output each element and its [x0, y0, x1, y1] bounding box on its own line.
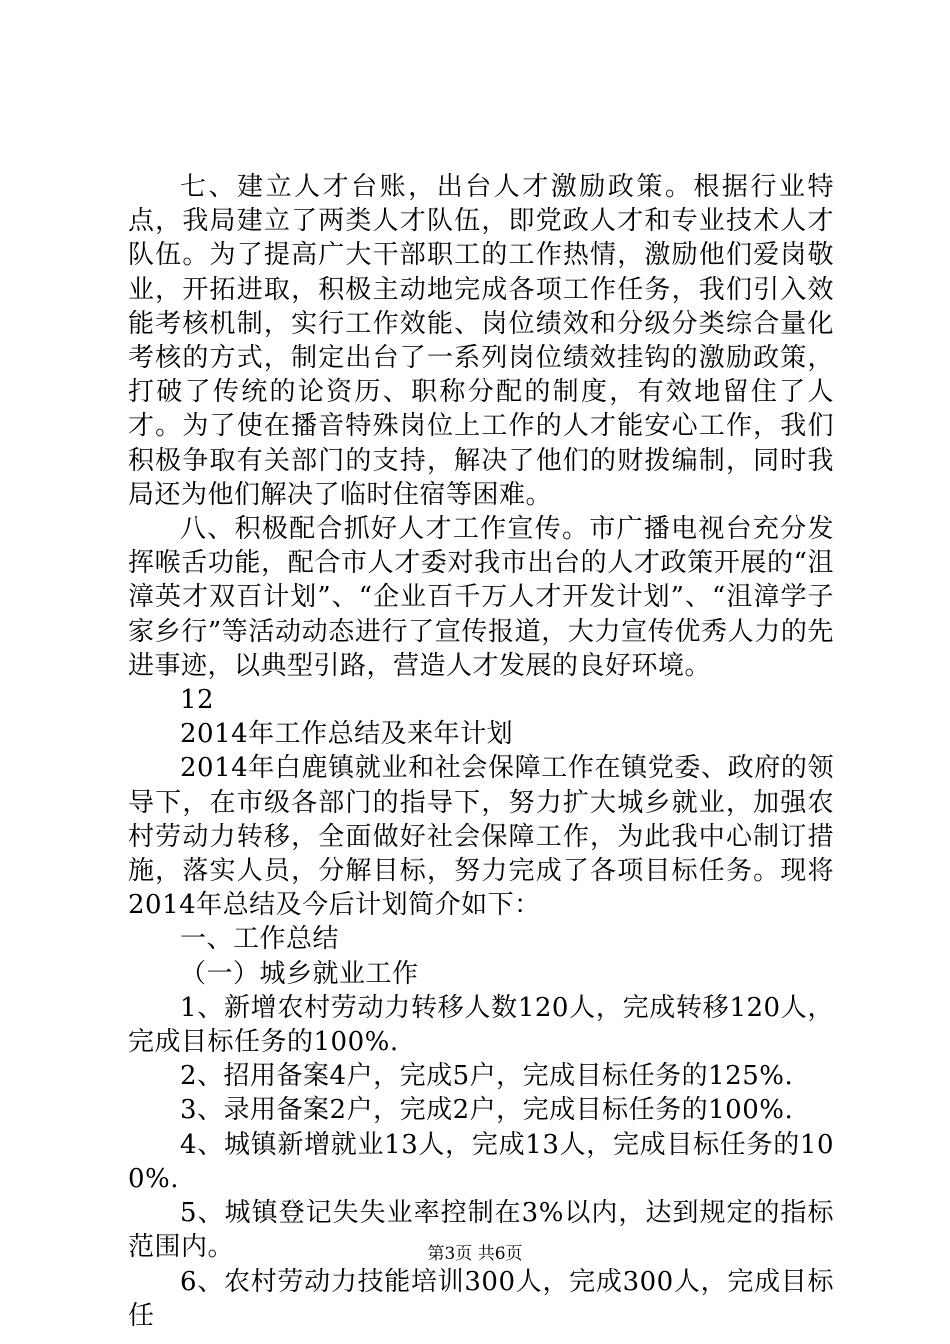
list-item: 6、农村劳动力技能培训300人，完成300人，完成目标任 — [128, 1266, 834, 1331]
document-body — [128, 170, 834, 1333]
paragraph-number: 12 — [180, 685, 215, 716]
subsection-heading-employment: （一）城乡就业工作 — [180, 958, 419, 989]
paragraph-talent-publicity: 八、积极配合抓好人才工作宣传。市广播电视台充分发挥喉舌功能，配合市人才委对我市出台的人才政策开展的“沮漳英才双百计划”、“企业百千万人才开发计划”、“沮漳学子家乡行”等活动动态进行了宣传报道，大力宣传优秀人力的先进事迹，以典型引路，营造人才发展的良好环境。 — [128, 514, 834, 681]
page-footer: 第3页 共6页 — [427, 1244, 523, 1264]
list-item: 1、新增农村劳动力转移人数120人，完成转移120人，完成目标任务的100%. — [128, 992, 834, 1058]
list-item: 5、城镇登记失失业率控制在3%以内，达到规定的指标范围内。 — [128, 1198, 834, 1263]
paragraph-intro: 2014年白鹿镇就业和社会保障工作在镇党委、政府的领导下，在市级各部门的指导下，努力扩大城乡就业，加强农村劳动力转移，全面做好社会保障工作，为此我中心制订措施，落实人员，分解目标，努力完成了各项目标任务。现将2014年总结及今后计划简介如下： — [128, 753, 834, 921]
document-title: 2014年工作总结及来年计划 — [180, 719, 514, 750]
list-item: 3、录用备案2户，完成2户，完成目标任务的100%. — [180, 1095, 794, 1126]
list-item: 2、招用备案4户，完成5户，完成目标任务的125%. — [180, 1061, 794, 1092]
section-heading-work-summary: 一、工作总结 — [180, 924, 340, 955]
list-item: 4、城镇新增就业13人，完成13人，完成目标任务的100%. — [128, 1129, 834, 1194]
paragraph-talent-ledger: 七、建立人才台账，出台人才激励政策。根据行业特点，我局建立了两类人才队伍，即党政人才和专业技术人才队伍。为了提高广大干部职工的工作热情，激励他们爱岗敬业，开拓进取，积极主动地完成各项工作任务，我们引入效能考核机制，实行工作效能、岗位绩效和分级分类综合量化考核的方式，制定出台了一系列岗位绩效挂钩的激励政策，打破了传统的论资历、职称分配的制度，有效地留住了人才。为了使在播音特殊岗位上工作的人才能安心工作，我们积极争取有关部门的支持，解决了他们的财拨编制，同时我局还为他们解决了临时住宿等困难。 — [128, 172, 834, 510]
